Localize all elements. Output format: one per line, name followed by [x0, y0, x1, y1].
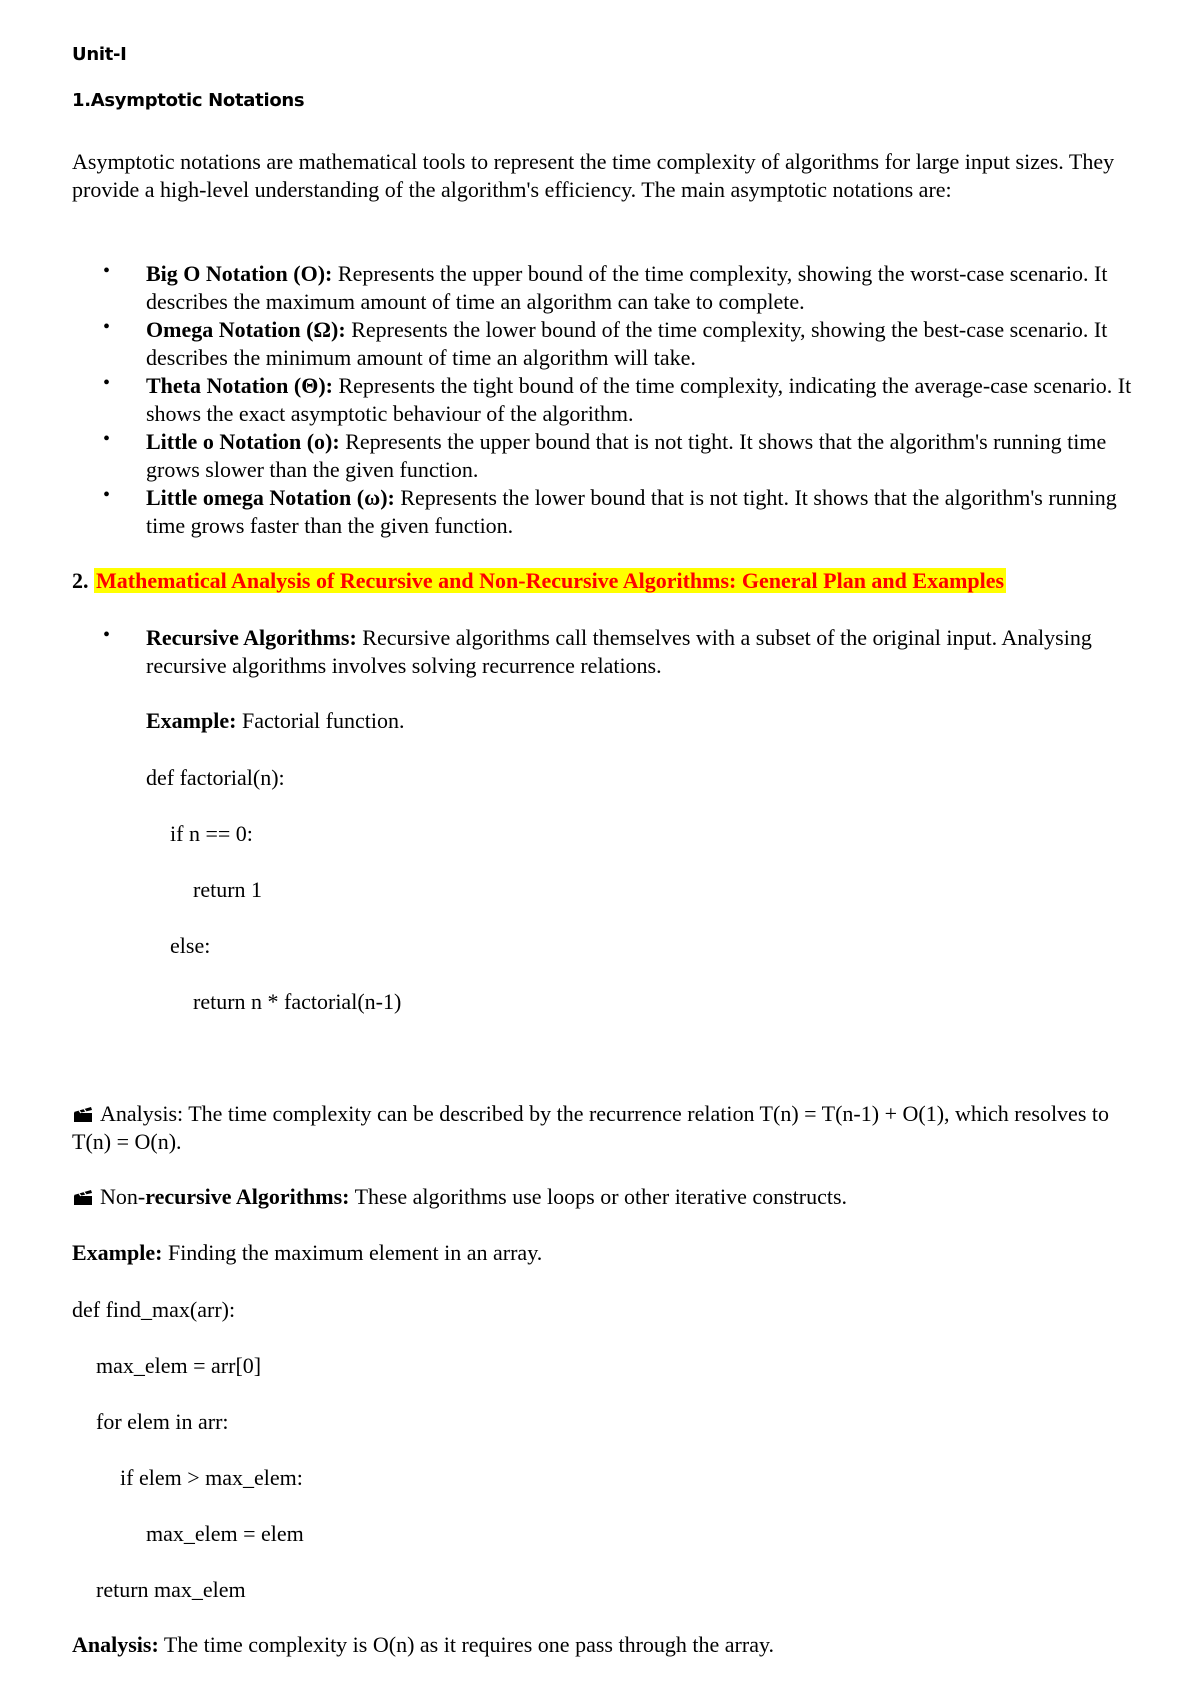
clapperboard-icon — [72, 1186, 94, 1204]
bullet-marker: • — [103, 260, 111, 282]
code-line: max_elem = elem — [146, 1521, 304, 1546]
code-line: return max_elem — [96, 1577, 246, 1602]
bullet-body: Represents the lower bound of the time complexity, showing the best-case scenario. It describes the minimum amount of time an algorithm will take. — [146, 317, 1108, 370]
bullet-term: Omega Notation (Ω): — [146, 317, 346, 342]
example-text: Factorial function. — [236, 708, 405, 733]
nonrecursive-example — [72, 1240, 542, 1266]
bullet-body: Represents the tight bound of the time complexity, indicating the average-case scenario. It shows the exact asymptotic behaviour of the algorithm. — [146, 373, 1132, 426]
bullet-term: Little omega Notation (ω): — [146, 485, 395, 510]
section2-heading — [72, 568, 1006, 594]
code-line: def factorial(n): — [146, 765, 285, 790]
section2-title: Mathematical Analysis of Recursive and Non-Recursive Algorithms: General Plan and Examples — [96, 568, 1005, 593]
analysis-nonrecursive — [72, 1632, 774, 1658]
section1-intro: Asymptotic notations are mathematical tools to represent the time complexity of algorithms for large input sizes. They provide a high-level understanding of the algorithm's efficiency. The main asymptotic notations are: — [72, 149, 1115, 202]
code-line: max_elem = arr[0] — [96, 1353, 262, 1378]
nonrecursive-term: recursive Algorithms: — [145, 1184, 350, 1209]
code-line: return n * factorial(n-1) — [193, 989, 402, 1014]
bullet-term: Recursive Algorithms: — [146, 625, 357, 650]
bullet-term: Little o Notation (o): — [146, 429, 340, 454]
analysis-recursive — [72, 1100, 1132, 1156]
clapperboard-icon — [72, 1102, 94, 1120]
bullet-omega — [146, 316, 1136, 372]
example-label: Example: — [146, 708, 237, 733]
bullet-body: Recursive algorithms call themselves with a subset of the original input. Analysing recursive algorithms involves solving recurrence relations. — [146, 625, 1092, 678]
recursive-example — [146, 708, 404, 734]
analysis-label: Analysis: — [72, 1632, 159, 1657]
example-text: Finding the maximum element in an array. — [162, 1240, 543, 1265]
nonrecursive-heading — [72, 1184, 847, 1210]
bullet-marker: • — [103, 428, 111, 450]
bullet-marker: • — [103, 372, 111, 394]
bullet-theta — [146, 372, 1136, 428]
analysis-text: Analysis: The time complexity can be described by the recurrence relation T(n) = T(n-1) + O(1), which resolves to T(n) = O(n). — [72, 1101, 1109, 1154]
bullet-little-o — [146, 428, 1136, 484]
bullet-body: Represents the lower bound that is not tight. It shows that the algorithm's running time grows faster than the given function. — [146, 485, 1117, 538]
section2-number: 2. — [72, 568, 89, 593]
bullet-term: Big O Notation (O): — [146, 261, 333, 286]
code-line: for elem in arr: — [96, 1409, 229, 1434]
nonrecursive-prefix: Non- — [100, 1184, 146, 1209]
bullet-recursive — [146, 624, 1136, 680]
unit-title: Unit-I — [72, 44, 127, 65]
bullet-body: Represents the upper bound that is not tight. It shows that the algorithm's running time grows slower than the given function. — [146, 429, 1107, 482]
code-line: def find_max(arr): — [72, 1297, 236, 1322]
code-line: if n == 0: — [170, 821, 253, 846]
section1-title: 1.Asymptotic Notations — [72, 90, 305, 111]
bullet-big-o — [146, 260, 1136, 316]
example-label: Example: — [72, 1240, 163, 1265]
bullet-marker: • — [103, 316, 111, 338]
code-line: if elem > max_elem: — [120, 1465, 303, 1490]
bullet-little-omega — [146, 484, 1136, 540]
code-line: else: — [170, 933, 211, 958]
bullet-marker: • — [103, 624, 111, 646]
code-line: return 1 — [193, 877, 263, 902]
nonrecursive-text: These algorithms use loops or other iterative constructs. — [349, 1184, 848, 1209]
bullet-body: Represents the upper bound of the time complexity, showing the worst-case scenario. It describes the maximum amount of time an algorithm can take to complete. — [146, 261, 1108, 314]
analysis-text: The time complexity is O(n) as it requires one pass through the array. — [158, 1632, 775, 1657]
bullet-marker: • — [103, 484, 111, 506]
bullet-term: Theta Notation (Θ): — [146, 373, 333, 398]
